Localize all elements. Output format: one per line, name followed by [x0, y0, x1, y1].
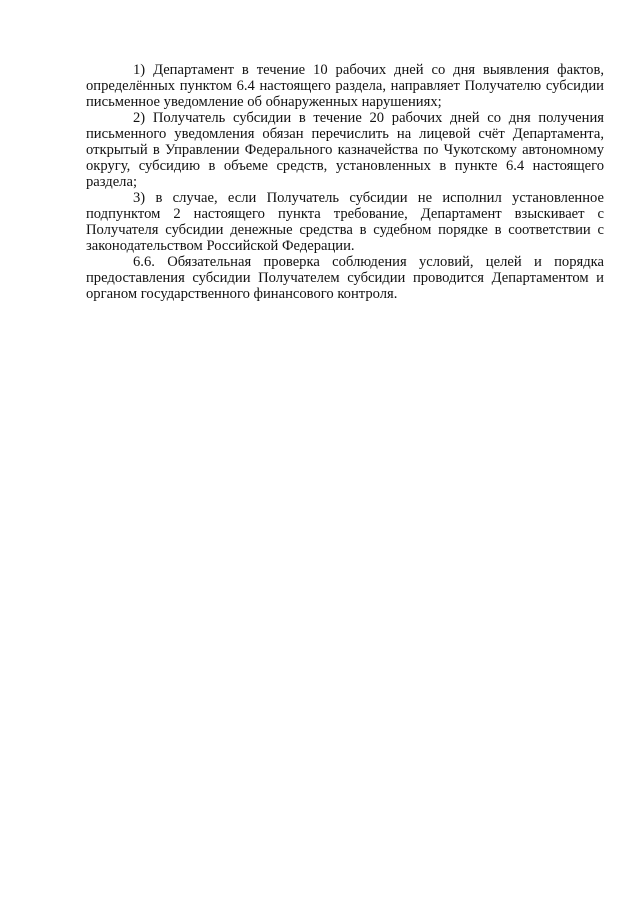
- paragraph-mandatory-check: 6.6. Обязательная проверка соблюдения условий, целей и порядка предоставления субсидии Получателем субсидии проводится Департаментом и органом государственного финансового контроля.: [86, 254, 604, 302]
- paragraph-notification: 1) Департамент в течение 10 рабочих дней со дня выявления фактов, определённых пунктом 6.4 настоящего раздела, направляет Получателю субсидии письменное уведомление об обнаруженных нарушениях;: [86, 62, 604, 110]
- document-body: [86, 62, 604, 302]
- paragraph-court-recovery: 3) в случае, если Получатель субсидии не исполнил установленное подпунктом 2 настоящего пункта требование, Департамент взыскивает с Получателя субсидии денежные средства в судебном порядке в соответствии с законодательством Российской Федерации.: [86, 190, 604, 254]
- paragraph-repayment: 2) Получатель субсидии в течение 20 рабочих дней со дня получения письменного уведомления обязан перечислить на лицевой счёт Департамента, открытый в Управлении Федерального казначейства по Чукотскому автономному округу, субсидию в объеме средств, установленных в пункте 6.4 настоящего раздела;: [86, 110, 604, 190]
